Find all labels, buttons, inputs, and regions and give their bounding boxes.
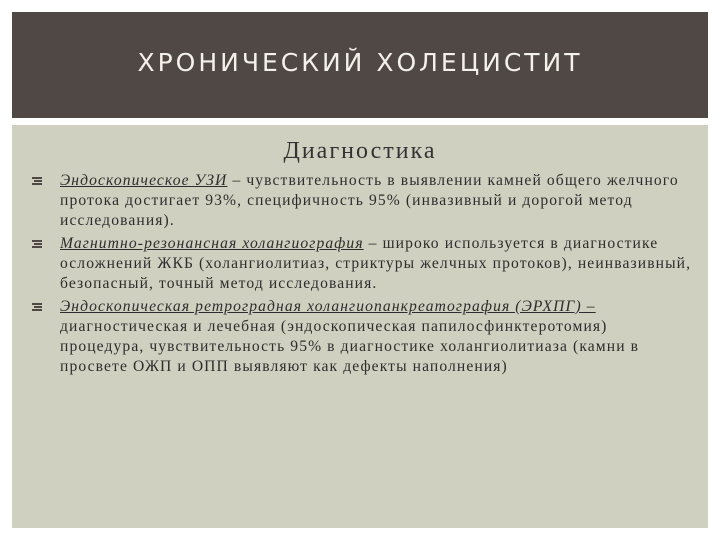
slide-subtitle: Диагностика — [283, 138, 437, 164]
bullet-item — [12, 171, 708, 231]
slide-title: ХРОНИЧЕСКИЙ ХОЛЕЦИСТИТ — [137, 47, 583, 77]
bullet-list — [12, 171, 708, 380]
bullet-term: Магнитно-резонансная холангиография — [60, 235, 364, 252]
list-bullet-icon — [32, 240, 42, 248]
content-area — [12, 125, 708, 528]
bullet-text: – широко используется в диагностике осложнений ЖКБ (холангиолитиаз, стриктуры желчных протоков), неинвазивный, безопасный, точный метод исследования. — [60, 235, 692, 292]
bullet-text: диагностическая и лечебная (эндоскопическая папилосфинктеротомия) процедура, чувствительность 95% в диагностике холангиолитиаза (камни в просвете ОЖП и ОПП выявляют как дефекты наполнения) — [60, 318, 640, 375]
bullet-term: Эндоскопическое УЗИ — [60, 172, 228, 189]
bullet-item — [12, 297, 708, 377]
bullet-item — [12, 234, 708, 294]
list-bullet-icon — [32, 177, 42, 185]
bullet-term: Эндоскопическая ретроградная холангиопанкреатография (ЭРХПГ) – — [60, 298, 596, 315]
title-bar — [12, 12, 708, 118]
bullet-text: – чувствительность в выявлении камней общего желчного протока достигает 93%, специфичность 95% (инвазивный и дорогой метод исследования). — [60, 172, 679, 229]
list-bullet-icon — [32, 303, 42, 311]
